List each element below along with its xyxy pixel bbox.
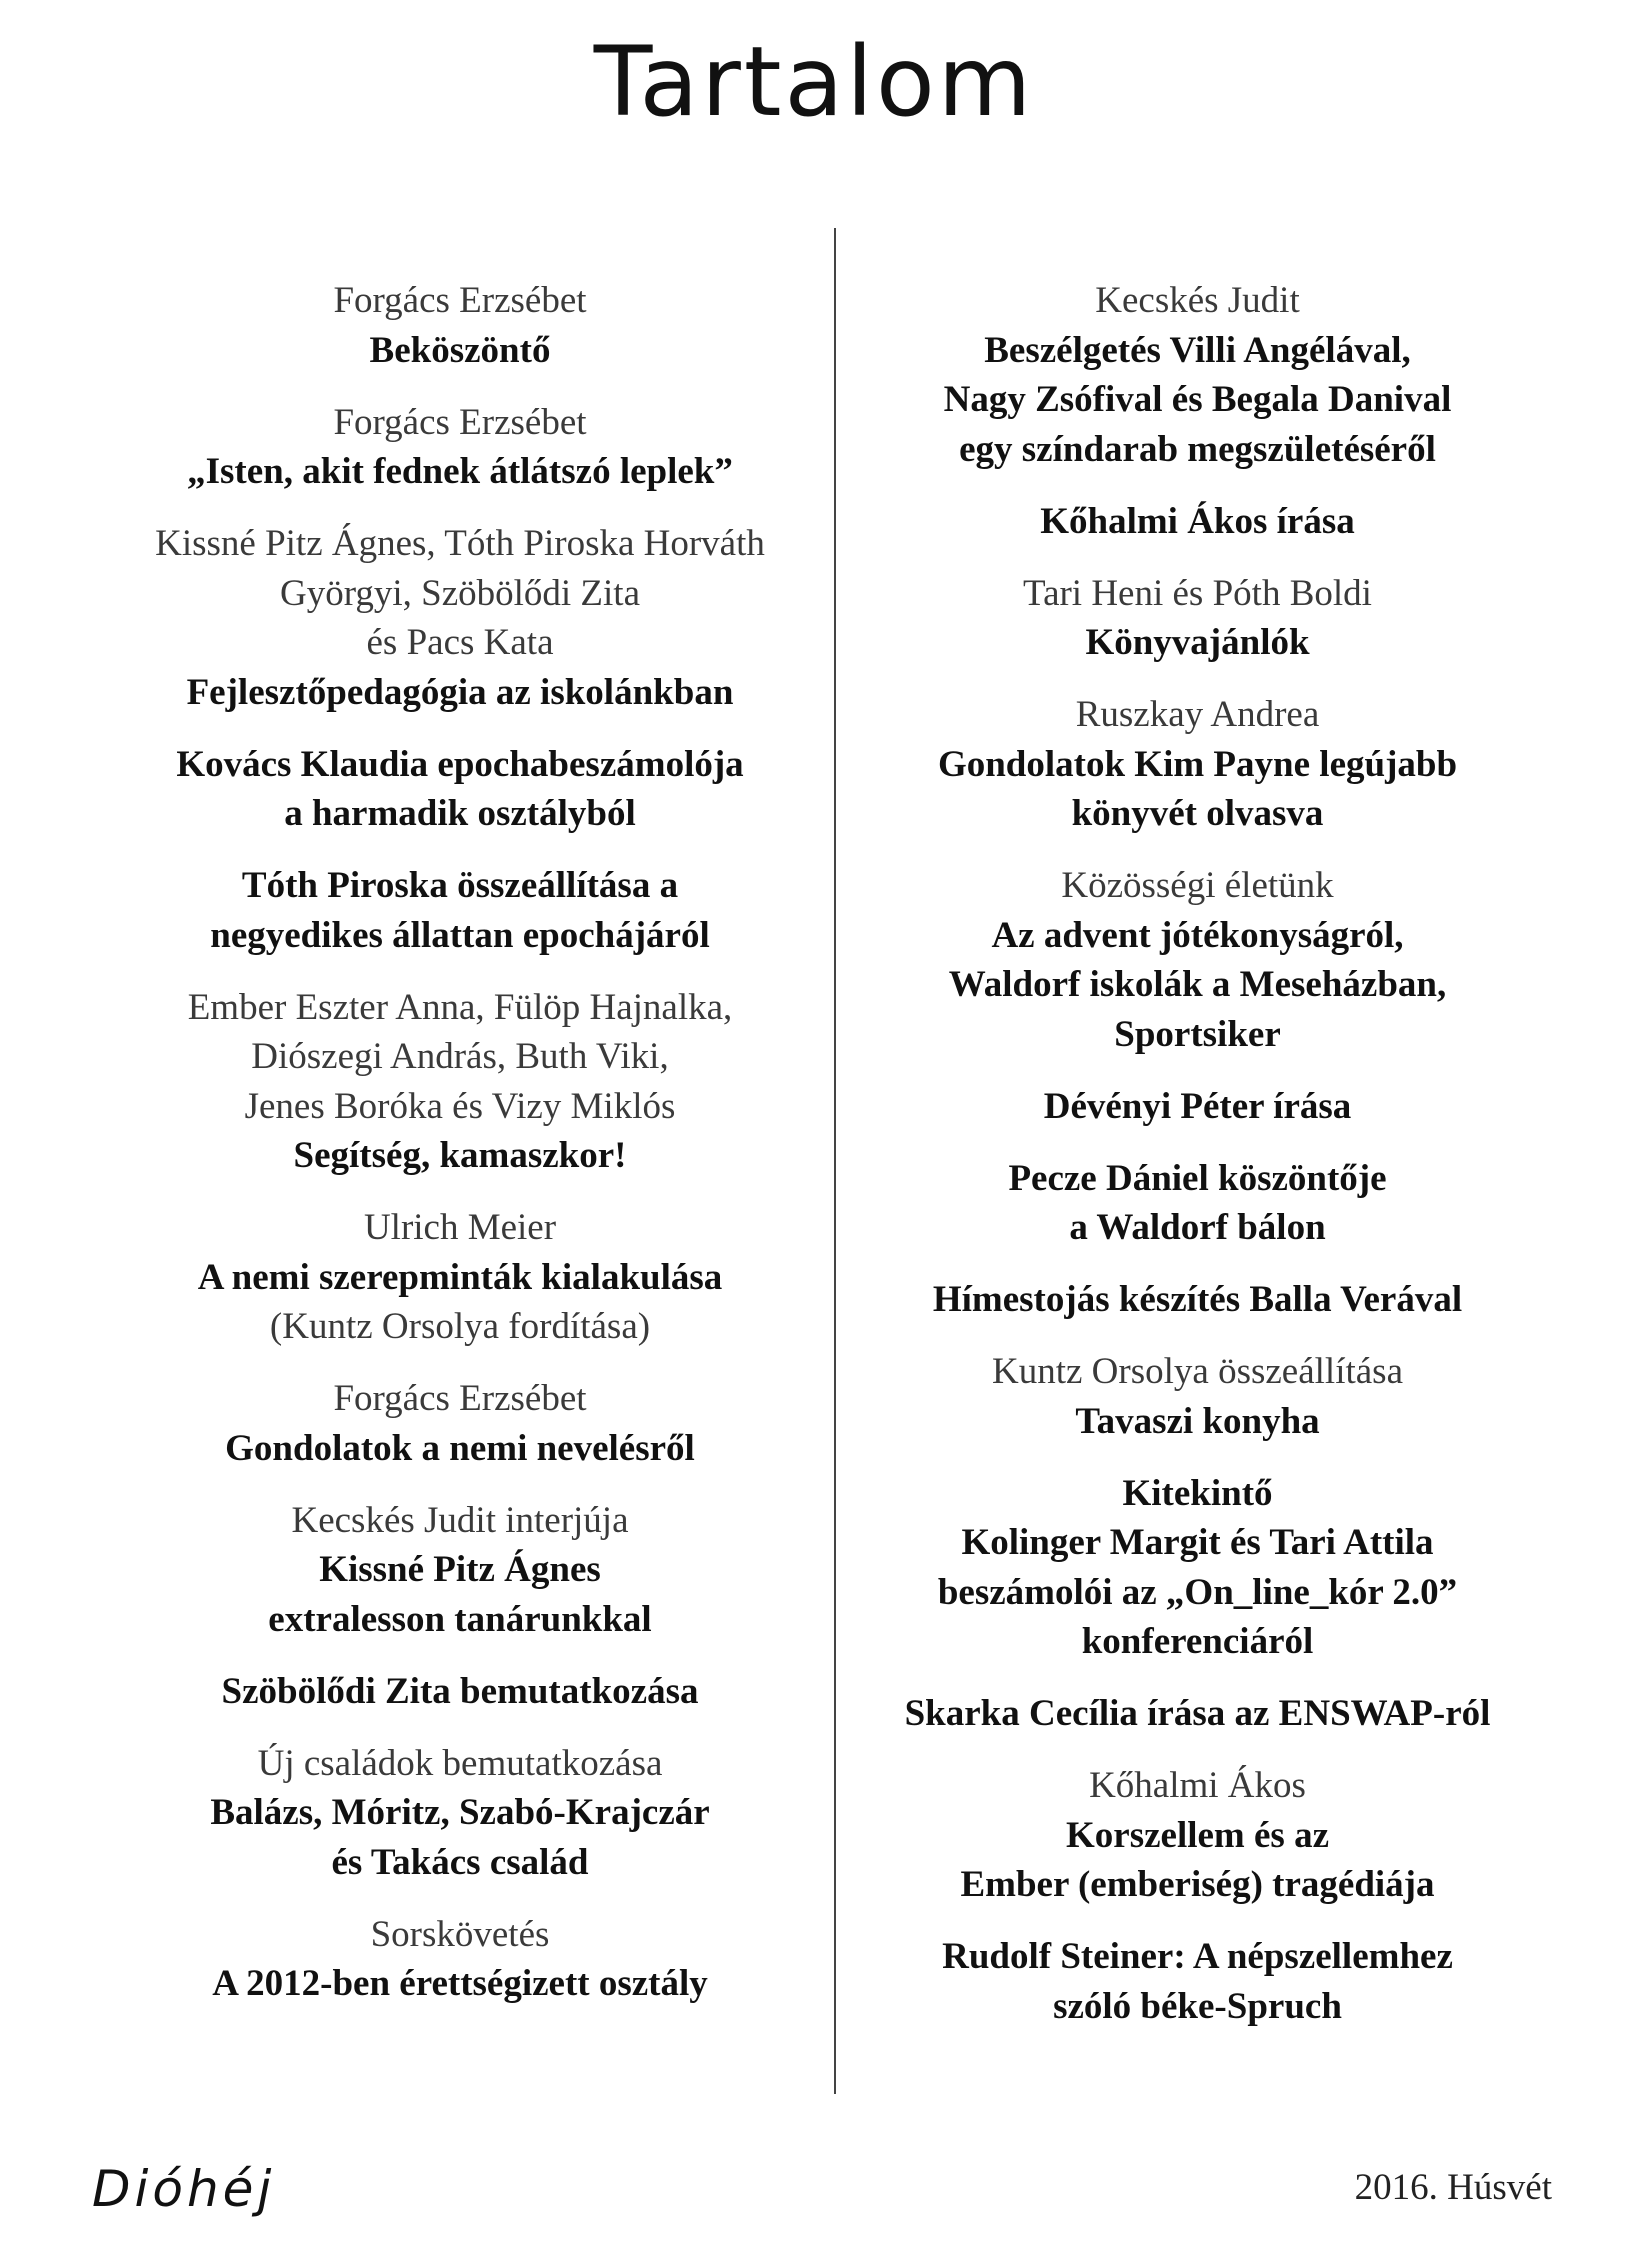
toc-entry-title: Fejlesztőpedagógia az iskolánkban xyxy=(186,671,734,713)
toc-entry-title: Korszellem és az Ember (emberiség) tragédiája xyxy=(960,1814,1435,1905)
toc-entry-title: Kőhalmi Ákos írása xyxy=(1040,500,1355,542)
toc-entry xyxy=(90,1374,830,1473)
edition-label: 2016. Húsvét xyxy=(1354,2167,1552,2208)
toc-entry xyxy=(845,497,1550,547)
toc-entry xyxy=(90,519,830,717)
toc-entry-author: Új családok bemutatkozása xyxy=(257,1742,663,1784)
toc-entry-author: Kőhalmi Ákos xyxy=(1089,1765,1306,1806)
toc-entry-title: Segítség, kamaszkor! xyxy=(293,1135,627,1176)
toc-entry-title: Gondolatok Kim Payne legújabb könyvét olvasva xyxy=(937,743,1458,834)
toc-entry-title: Kitekintő Kolinger Margit és Tari Attila beszámolói az „On_line_kór 2.0” konferenciáról xyxy=(937,1472,1458,1662)
toc-entry-title: A nemi szerepminták kialakulása xyxy=(197,1256,723,1298)
toc-entry xyxy=(845,690,1550,839)
toc-entry xyxy=(90,1203,830,1352)
toc-entry-title: „Isten, akit fednek átlátszó leplek” xyxy=(187,451,733,492)
toc-entry-author: Ember Eszter Anna, Fülöp Hajnalka, Diószegi András, Buth Viki, Jenes Boróka és Vizy Miklós xyxy=(187,986,733,1127)
toc-entry xyxy=(90,1496,830,1645)
toc-entry xyxy=(90,276,830,375)
toc-entry xyxy=(845,1761,1550,1910)
toc-entry-note: (Kuntz Orsolya fordítása) xyxy=(269,1306,651,1347)
toc-entry-title: Beszélgetés Villi Angélával, Nagy Zsófival és Begala Danival egy színdarab megszületéséről xyxy=(943,329,1452,470)
toc-entry-author: Tari Heni és Póth Boldi xyxy=(1023,572,1372,614)
toc-entry-author: Forgács Erzsébet xyxy=(333,401,587,443)
toc-entry xyxy=(90,1910,830,2009)
toc-entry-author: Közösségi életünk xyxy=(1061,865,1334,906)
toc-entry xyxy=(90,1667,830,1717)
toc-entry-author: Kecskés Judit xyxy=(1095,280,1300,321)
toc-entry-author: Kissné Pitz Ágnes, Tóth Piroska Horváth Györgyi, Szöbölődi Zita és Pacs Kata xyxy=(155,523,765,663)
toc-left-column xyxy=(90,276,830,2031)
toc-entry xyxy=(845,276,1550,474)
toc-entry-author: Sorskövetés xyxy=(370,1913,550,1955)
toc-entry-title: Rudolf Steiner: A népszellemhez szóló béke-Spruch xyxy=(942,1936,1453,2027)
toc-entry-title: Az advent jótékonyságról, Waldorf iskolák a Meseházban, Sportsiker xyxy=(948,914,1447,1055)
toc-entry xyxy=(845,861,1550,1059)
toc-entry-title: Kissné Pitz Ágnes extralesson tanárunkkal xyxy=(268,1549,652,1640)
toc-entry xyxy=(845,1469,1550,1667)
toc-entry-title: Dévényi Péter írása xyxy=(1043,1085,1352,1127)
toc-entry xyxy=(845,1689,1550,1739)
toc-entry-title: Skarka Cecília írása az ENSWAP-ról xyxy=(904,1693,1491,1734)
toc-entry-title: Beköszöntő xyxy=(369,329,551,371)
toc-entry-author: Ruszkay Andrea xyxy=(1075,694,1320,735)
toc-entry-title: Hímestojás készítés Balla Verával xyxy=(932,1279,1463,1320)
toc-entry xyxy=(845,1154,1550,1253)
toc-entry-title: Pecze Dániel köszöntője a Waldorf bálon xyxy=(1008,1157,1387,1248)
toc-entry-author: Forgács Erzsébet xyxy=(333,280,587,321)
toc-entry xyxy=(90,740,830,839)
toc-entry xyxy=(90,398,830,497)
column-divider xyxy=(834,228,836,2094)
toc-entry xyxy=(845,1275,1550,1325)
toc-entry-title: Gondolatok a nemi nevelésről xyxy=(225,1427,695,1469)
toc-entry xyxy=(845,1347,1550,1446)
toc-entry xyxy=(90,983,830,1181)
toc-entry-title: A 2012-ben érettségizett osztály xyxy=(212,1963,708,2004)
toc-entry-author: Kuntz Orsolya összeállítása xyxy=(992,1351,1403,1392)
toc-entry-author: Ulrich Meier xyxy=(363,1207,557,1248)
toc-entry xyxy=(90,1739,830,1888)
toc-entry-author: Forgács Erzsébet xyxy=(333,1378,587,1419)
toc-entry-title: Könyvajánlók xyxy=(1085,622,1310,663)
toc-entry-title: Balázs, Móritz, Szabó-Krajczár és Takács család xyxy=(210,1792,710,1883)
toc-entry xyxy=(90,861,830,960)
toc-entry xyxy=(845,1082,1550,1132)
toc-entry-author: Kecskés Judit interjúja xyxy=(291,1499,629,1541)
toc-entry-title: Tavaszi konyha xyxy=(1075,1400,1320,1442)
toc-entry xyxy=(845,569,1550,668)
magazine-brand: Dióhéj xyxy=(92,2160,276,2218)
toc-entry xyxy=(845,1932,1550,2031)
page-title: Tartalom xyxy=(593,26,1035,138)
toc-entry-title: Kovács Klaudia epochabeszámolója a harmadik osztályból xyxy=(176,743,744,834)
toc-right-column xyxy=(845,276,1550,2054)
toc-entry-title: Szöbölődi Zita bemutatkozása xyxy=(221,1670,699,1712)
toc-entry-title: Tóth Piroska összeállítása a negyedikes állattan epochájáról xyxy=(210,865,710,956)
